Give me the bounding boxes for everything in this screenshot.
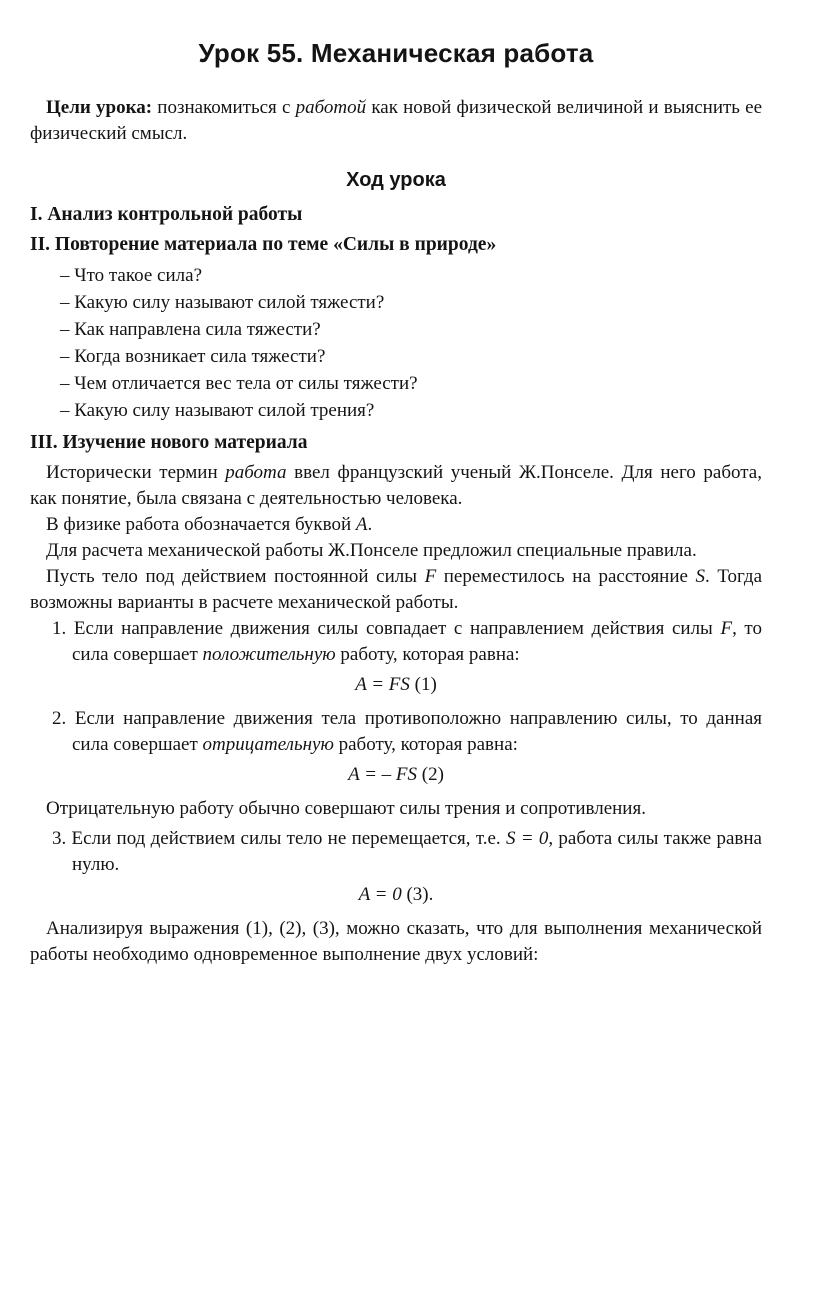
paragraph-symbol [30,512,762,538]
text-span: Исторически термин [46,462,226,483]
section-heading-3: III. Изучение нового материала [30,432,308,453]
goals-term: работой [295,97,367,118]
section-heading-1: I. Анализ контрольной работы [30,204,303,225]
list-item: – Чем отличается вес тела от силы тяжести? [60,373,418,394]
formula-expression: A = – FS [348,764,418,785]
text-span: . Тогда возможны варианты в расчете механической работы. [30,566,763,613]
text-span: , то сила совершает [72,618,762,665]
paragraph-rules: Для расчета механической работы Ж.Понселе предложил специальные правила. [46,540,697,561]
goals-text-end: как новой физической величиной и выяснить ее физический смысл. [30,97,763,144]
text-span: ввел французский ученый Ж.Понселе. Для него работа, как понятие, была связана с деятельностью человека. [30,462,762,509]
text-span: В физике работа обозначается буквой [46,514,356,535]
lesson-goals [30,95,762,147]
text-span: работу, которая равна: [335,644,520,665]
paragraph-conditions: Анализируя выражения (1), (2), (3), можно сказать, что для выполнения механической работы необходимо одновременное выполнение двух условий: [30,918,762,965]
symbol-s: S [695,566,706,587]
symbol-f: F [720,618,733,639]
formula-number: (3). [401,884,434,905]
term-negative: отрицательную [202,734,334,755]
list-item-positive-work [52,616,762,668]
text-span: Пусть тело под действием постоянной силы [46,566,425,587]
text-span: , работа силы также равна нулю. [72,828,762,875]
goals-label: Цели урока: [46,97,153,118]
text-span: переместилось на расстояние [436,566,696,587]
formula-number: (1) [409,674,437,695]
text-span: работу, которая равна: [333,734,518,755]
paragraph-friction: Отрицательную работу обычно совершают силы трения и сопротивления. [46,798,646,819]
question-list [60,262,762,424]
list-item: – Какую силу называют силой тяжести? [60,292,385,313]
list-item-zero-work [52,826,762,878]
list-item-negative-work [52,706,762,758]
list-item: – Что такое сила? [60,265,202,286]
term-positive: положительную [202,644,336,665]
text-span: 2. Если направление движения тела противоположно направлению силы, то данная сила совершает [52,708,762,755]
paragraph-variants [30,564,762,616]
paragraph-history [30,460,762,512]
formula-expression: A = 0 [358,884,402,905]
formula-number: (2) [417,764,444,785]
list-item: – Когда возникает сила тяжести? [60,346,326,367]
goals-text: познакомиться с [152,97,296,118]
page-title: Урок 55. Механическая работа [198,38,594,68]
formula-2 [30,760,762,790]
lesson-heading: Ход урока [346,169,446,191]
section-heading-2: II. Повторение материала по теме «Силы в природе» [30,234,497,255]
list-item: – Как направлена сила тяжести? [60,319,321,340]
text-span: 1. Если направление движения силы совпадает с направлением действия силы [52,618,721,639]
text-span: . [367,514,373,535]
list-item: – Какую силу называют силой трения? [60,400,375,421]
text-span: 3. Если под действием силы тело не перемещается, т.е. [52,828,506,849]
condition-s-zero: S = 0 [505,828,549,849]
symbol-a: А [355,514,368,535]
formula-3 [30,880,762,910]
term-work: работа [225,462,287,483]
symbol-f: F [424,566,437,587]
formula-1 [30,670,762,700]
formula-expression: A = FS [355,674,410,695]
